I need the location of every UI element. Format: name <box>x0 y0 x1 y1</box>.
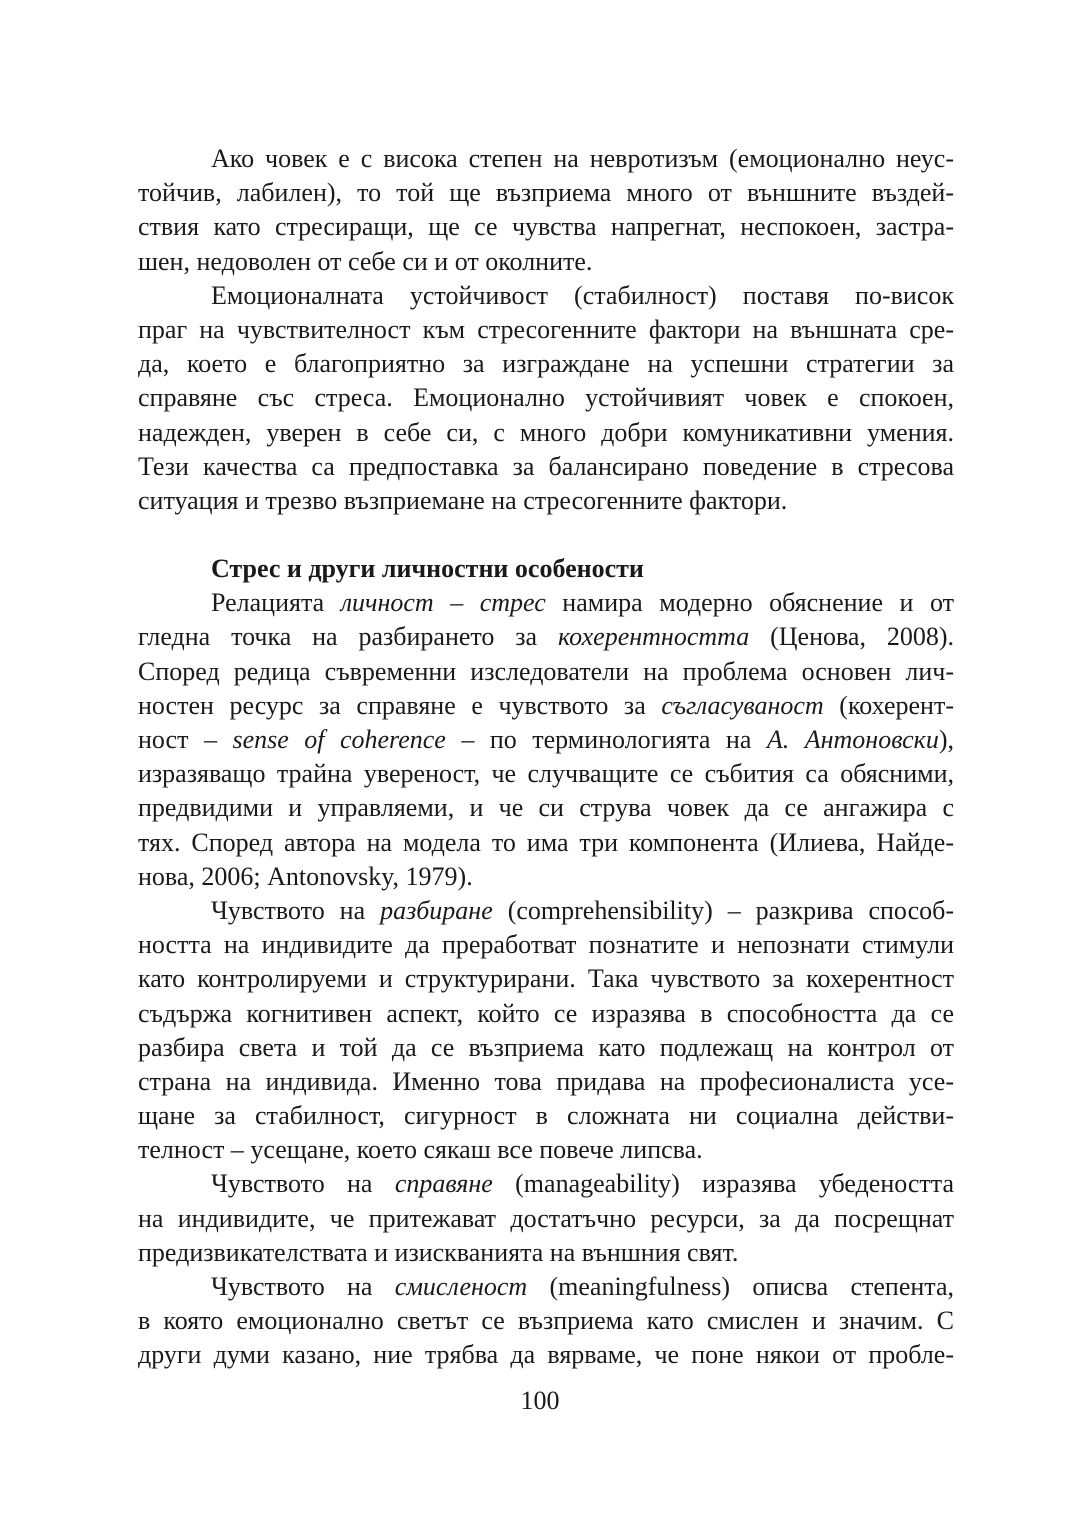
text-line: изразяващо трайна увереност, че случващите се събития са обясними, <box>138 759 954 789</box>
text-run: ност – <box>138 725 233 754</box>
text-line: ността на индивидите да преработват познатите и непознати стимули <box>138 930 954 960</box>
text-run: (manageability) изразява убедеността <box>492 1169 955 1199</box>
text-run: (comprehensibility) – разкрива способ- <box>492 895 954 925</box>
section-gap <box>138 518 954 552</box>
text-run: намира модерно обяснение и от <box>545 588 954 618</box>
page-number: 100 <box>520 1386 560 1415</box>
text-line: съдържа когнитивен аспект, който се изразява в способността да се <box>138 998 954 1028</box>
text-line: тях. Според автора на модела то има три компонента (Илиева, Найде- <box>138 827 954 857</box>
text-line: ствия като стресиращи, ще се чувства напрегнат, неспокоен, застра- <box>138 212 954 242</box>
text-run: Чувството на <box>211 1169 395 1199</box>
text-run: Чувството на <box>211 895 381 925</box>
text-line: в която емоционално светът се възприема като смислен и значим. С <box>138 1306 954 1336</box>
text-line: страна на индивида. Именно това придава на професионалиста усе- <box>138 1066 954 1096</box>
text-line <box>138 1270 954 1304</box>
section-heading: Стрес и други личностни особености <box>211 554 644 584</box>
italic-term: справяне <box>394 1169 493 1199</box>
text-run: (meaningfulness) описва степента, <box>527 1272 955 1301</box>
paragraph <box>138 586 954 894</box>
text-run: Чувството на <box>211 1272 395 1301</box>
text-line: тойчив, лабилен), то той ще възприема много от външните въздей- <box>138 178 954 208</box>
text-run: гледна точка на разбирането за <box>138 622 558 652</box>
text-run: Релацията <box>211 588 341 618</box>
paragraph <box>138 1167 954 1270</box>
text-line: справяне със стреса. Емоционално устойчивият човек е спокоен, <box>138 383 954 413</box>
text-line: Тези качества са предпоставка за балансирано поведение в стресова <box>138 451 954 481</box>
text-line <box>138 689 954 723</box>
text-line: телност – усещане, което сякаш все повече липсва. <box>138 1135 703 1165</box>
text-line: на индивидите, че притежават достатъчно ресурси, за да посрещнат <box>138 1203 954 1233</box>
text-line: надежден, уверен в себе си, с много добри комуникативни умения. <box>138 417 954 447</box>
text-line <box>138 723 954 757</box>
text-run: ), <box>938 725 955 754</box>
text-line: други думи казано, ние трябва да вярваме, че поне някои от пробле- <box>138 1340 954 1370</box>
text-line: ситуация и трезво възприемане на стресогенните фактори. <box>138 485 788 515</box>
paragraph <box>138 279 954 518</box>
text-line <box>138 586 954 620</box>
paragraph <box>138 142 954 279</box>
text-line <box>138 894 954 928</box>
text-line: Емоционалната устойчивост (стабилност) поставя по-висок <box>211 280 954 310</box>
text-line: разбира света и той да се възприема като подлежащ на контрол от <box>138 1032 954 1062</box>
paragraph <box>138 1270 954 1373</box>
italic-term: разбиране <box>380 895 493 925</box>
text-line: шен, недоволен от себе си и от околните. <box>138 246 593 276</box>
text-line <box>138 620 954 654</box>
italic-term: А. Антоновски <box>766 725 939 754</box>
text-line: да, което е благоприятно за изграждане на успешни стратегии за <box>138 349 954 379</box>
text-line: щане за стабилност, сигурност в сложната ни социална действи- <box>138 1101 954 1131</box>
text-line: нова, 2006; Antonovsky, 1979). <box>138 861 473 891</box>
italic-term: кохерентността <box>557 622 750 652</box>
text-line: предвидими и управляеми, и че си струва човек да се ангажира с <box>138 793 954 823</box>
page-body <box>138 142 954 1373</box>
text-line <box>138 1167 954 1201</box>
italic-term: личност – стрес <box>340 588 546 618</box>
text-line: като контролируеми и структурирани. Така чувството за кохерентност <box>138 964 954 994</box>
italic-term: sense of coherence <box>232 725 446 754</box>
paragraph <box>138 894 954 1168</box>
text-line: Според редица съвременни изследователи на проблема основен лич- <box>138 656 954 686</box>
italic-term: смисленост <box>394 1272 528 1301</box>
text-line: предизвикателствата и изискванията на външния свят. <box>138 1237 739 1267</box>
italic-term: съгласуваност <box>661 690 824 720</box>
text-run: – по терминологията на <box>445 725 767 754</box>
text-run: ностен ресурс за справяне е чувството за <box>138 690 662 720</box>
text-run: (Ценова, 2008). <box>749 622 954 652</box>
text-run: (кохерент- <box>823 690 954 720</box>
text-line: Ако човек е с висока степен на невротизъм (емоционално неус- <box>211 144 954 173</box>
text-line: праг на чувствителност към стресогенните фактори на външната сре- <box>138 314 954 344</box>
